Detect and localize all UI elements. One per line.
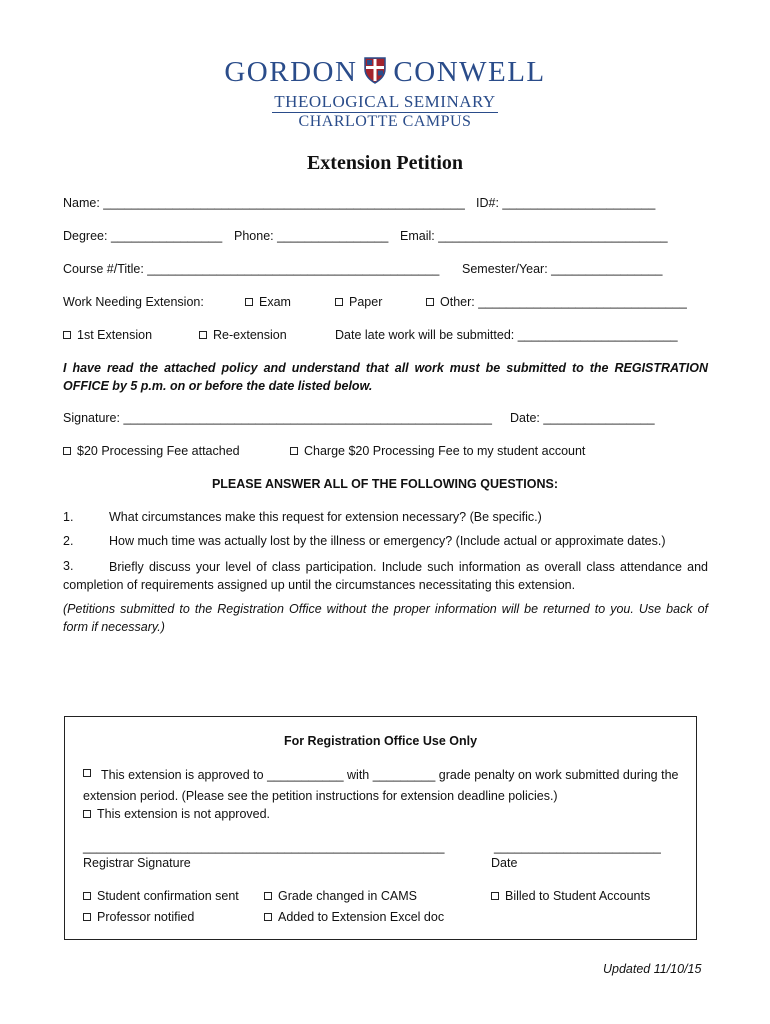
question-number: 1. bbox=[63, 510, 74, 524]
seminary-logo bbox=[0, 54, 770, 89]
first-extension-checkbox[interactable]: 1st Extension bbox=[63, 328, 152, 342]
course-field[interactable]: Course #/Title: __________________________________________ bbox=[63, 262, 440, 276]
semester-field[interactable]: Semester/Year: ________________ bbox=[462, 262, 663, 276]
grade-changed-checkbox[interactable]: Grade changed in CAMS bbox=[264, 889, 417, 903]
date-label: Date bbox=[491, 856, 518, 870]
not-approved-checkbox[interactable]: This extension is not approved. bbox=[83, 807, 270, 821]
checkbox-icon bbox=[63, 447, 71, 455]
checkbox-icon bbox=[264, 892, 272, 900]
phone-field[interactable]: Phone: ________________ bbox=[234, 229, 389, 243]
fee-charge-checkbox[interactable]: Charge $20 Processing Fee to my student account bbox=[290, 444, 585, 458]
professor-notified-checkbox[interactable]: Professor notified bbox=[83, 910, 194, 924]
checkbox-icon bbox=[491, 892, 499, 900]
checkbox-icon bbox=[63, 331, 71, 339]
exam-checkbox[interactable]: Exam bbox=[245, 295, 291, 309]
office-use-box bbox=[64, 716, 697, 940]
question-text: How much time was actually lost by the illness or emergency? (Include actual or approximate dates.) bbox=[109, 534, 666, 548]
logo-word-left: GORDON bbox=[224, 55, 358, 88]
question-number: 3. bbox=[63, 559, 74, 573]
questions-heading: PLEASE ANSWER ALL OF THE FOLLOWING QUESTIONS: bbox=[211, 477, 559, 491]
registrar-signature-line[interactable]: ____________________________________________________ bbox=[83, 840, 445, 854]
re-extension-checkbox[interactable]: Re-extension bbox=[199, 328, 287, 342]
other-checkbox[interactable]: Other: ______________________________ bbox=[426, 295, 687, 309]
updated-date: Updated 11/10/15 bbox=[603, 962, 702, 976]
checkbox-icon bbox=[264, 913, 272, 921]
checkbox-icon bbox=[83, 913, 91, 921]
checkbox-icon bbox=[426, 298, 434, 306]
paper-checkbox[interactable]: Paper bbox=[335, 295, 382, 309]
question-text: What circumstances make this request for extension necessary? (Be specific.) bbox=[109, 510, 542, 524]
degree-field[interactable]: Degree: ________________ bbox=[63, 229, 223, 243]
work-needing-label: Work Needing Extension: bbox=[63, 295, 204, 309]
date-late-field[interactable]: Date late work will be submitted: _______________________ bbox=[335, 328, 678, 342]
checkbox-icon bbox=[199, 331, 207, 339]
registrar-date-line[interactable]: ________________________ bbox=[494, 840, 661, 854]
policy-statement: I have read the attached policy and understand that all work must be submitted to the REGISTRATION OFFICE by 5 p.m. on or before the date listed below. bbox=[63, 361, 708, 393]
shield-crest-icon bbox=[363, 56, 387, 84]
question-number: 2. bbox=[63, 534, 74, 548]
fee-attached-checkbox[interactable]: $20 Processing Fee attached bbox=[63, 444, 240, 458]
checkbox-icon bbox=[335, 298, 343, 306]
signature-date-field[interactable]: Date: ________________ bbox=[510, 411, 655, 425]
logo-word-right: CONWELL bbox=[393, 55, 546, 88]
registrar-signature-label: Registrar Signature bbox=[83, 856, 191, 870]
billed-accounts-checkbox[interactable]: Billed to Student Accounts bbox=[491, 889, 650, 903]
signature-field[interactable]: Signature: _____________________________________________________ bbox=[63, 411, 492, 425]
added-excel-checkbox[interactable]: Added to Extension Excel doc bbox=[264, 910, 444, 924]
logo-campus: CHARLOTTE CAMPUS bbox=[298, 113, 472, 130]
checkbox-icon bbox=[83, 810, 91, 818]
logo-subtitle: THEOLOGICAL SEMINARY bbox=[274, 92, 496, 111]
page-title: Extension Petition bbox=[306, 152, 464, 174]
checkbox-icon bbox=[290, 447, 298, 455]
student-confirmation-checkbox[interactable]: Student confirmation sent bbox=[83, 889, 239, 903]
instructions-note: (Petitions submitted to the Registration Office without the proper information will be returned to you. Use back of form if necessary.) bbox=[63, 602, 708, 634]
id-field[interactable]: ID#: ______________________ bbox=[476, 196, 656, 210]
approved-text: This extension is approved to ___________ with _________ grade penalty on work submitted during the extension period. (Please see the petition instructions for extension deadline policies.) bbox=[83, 768, 679, 803]
question-text: Briefly discuss your level of class participation. Include such information as overall class attendance and completion of requirements assigned up until the circumstances necessitating this extension. bbox=[63, 560, 708, 592]
checkbox-icon bbox=[83, 892, 91, 900]
name-field[interactable]: Name: ____________________________________________________ bbox=[63, 196, 465, 210]
email-field[interactable]: Email: _________________________________ bbox=[400, 229, 668, 243]
office-use-heading: For Registration Office Use Only bbox=[283, 734, 478, 748]
checkbox-icon bbox=[245, 298, 253, 306]
